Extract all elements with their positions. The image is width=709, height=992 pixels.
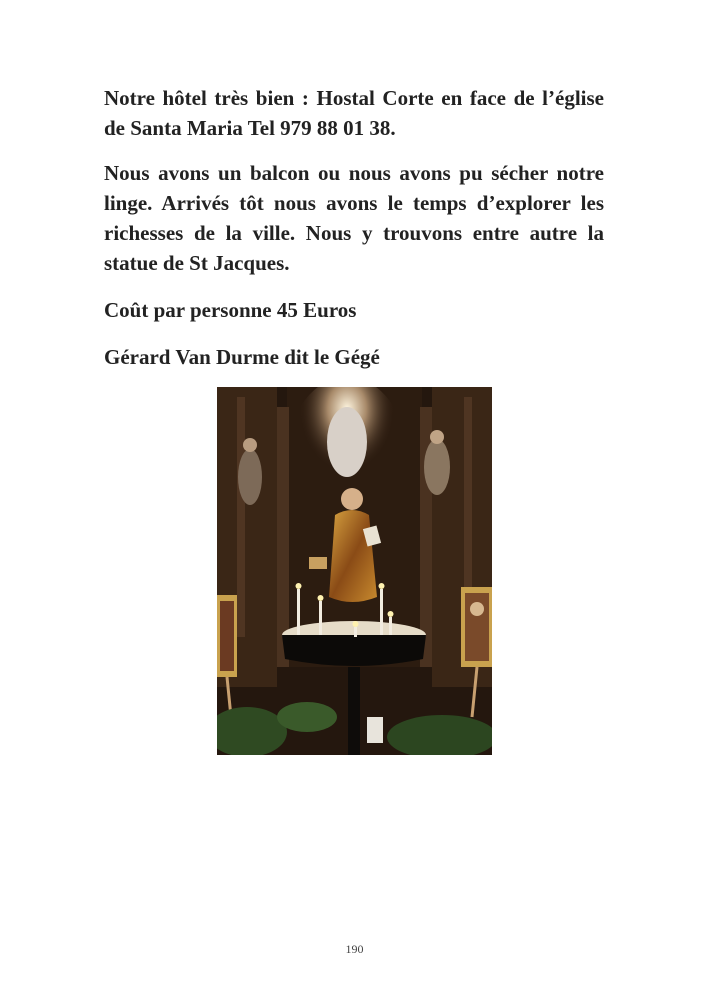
page-number: 190 — [345, 942, 364, 956]
balcony-paragraph: Nous avons un balcon ou nous avons pu sécher notre linge. Arrivés tôt nous avons le temps d’explorer les richesses de la ville. Nous y trouvons entre autre la statue de St Jacques. — [104, 161, 604, 275]
church-statue-photo — [217, 387, 492, 755]
cost-line: Coût par personne 45 Euros — [104, 298, 357, 322]
hotel-paragraph: Notre hôtel très bien : Hostal Corte en face de l’église de Santa Maria Tel 979 88 01 38. — [104, 86, 604, 140]
author-line: Gérard Van Durme dit le Gégé — [104, 345, 380, 369]
